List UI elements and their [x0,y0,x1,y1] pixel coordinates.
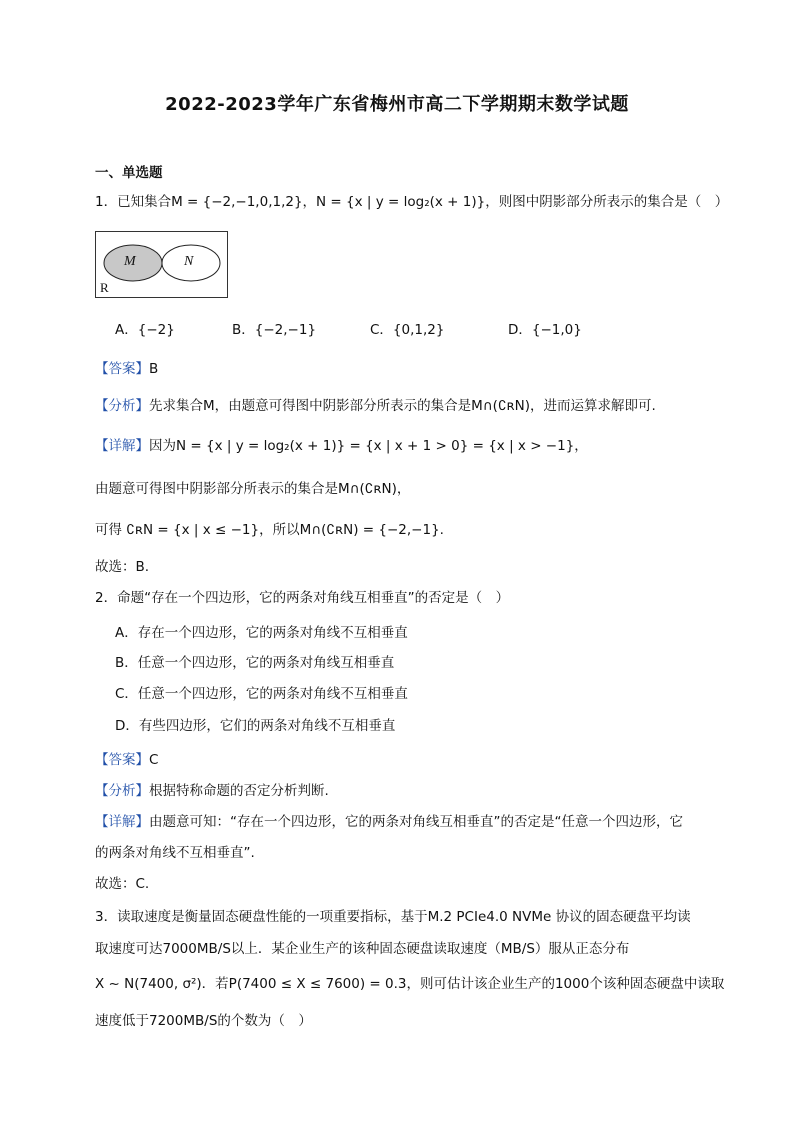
q1-option-d: D．{−1,0} [508,322,582,338]
q1-answer [95,360,158,378]
venn-diagram [95,231,228,298]
q3-line-2: 取速度可达7000MB/S以上．某企业生产的该种固态硬盘读取速度（MB/S）服从正态分布 [95,941,630,957]
analysis-text: 根据特称命题的否定分析判断. [149,783,329,799]
q1-choose: 故选：B. [95,559,150,575]
q2-choose: 故选：C. [95,876,150,892]
answer-value: C [149,752,159,768]
answer-tag: 【答案】 [95,361,149,377]
q1-stem: 1．已知集合M = {−2,−1,0,1,2}，N = {x | y = log₂(x + 1)}，则图中阴影部分所表示的集合是（ ） [95,194,729,210]
answer-value: B [149,361,159,377]
q2-stem: 2．命题“存在一个四边形，它的两条对角线互相垂直”的否定是（ ） [95,590,510,606]
q1-detail-line-2: 由题意可得图中阴影部分所表示的集合是M∩(∁ʀN)， [95,481,411,497]
detail-tag: 【详解】 [95,438,149,454]
q2-answer [95,751,158,769]
q1-option-a: A．{−2} [115,322,175,338]
section-heading: 一、单选题 [95,165,163,181]
q2-analysis [95,782,329,800]
venn-diagram-svg [96,232,227,297]
analysis-tag: 【分析】 [95,398,149,414]
q1-analysis [95,397,656,415]
venn-label-n: N [184,254,194,269]
detail-tag: 【详解】 [95,814,149,830]
q2-detail-line-1 [95,813,683,831]
q2-detail-line-2: 的两条对角线不互相垂直”. [95,845,255,861]
q2-option-a: A．存在一个四边形，它的两条对角线不互相垂直 [115,625,408,641]
detail-text: 由题意可知：“存在一个四边形，它的两条对角线互相垂直”的否定是“任意一个四边形，它 [149,814,683,830]
q1-detail-line-3: 可得 ∁ʀN = {x | x ≤ −1}，所以M∩(∁ʀN) = {−2,−1}. [95,522,444,538]
q3-line-4: 速度低于7200MB/S的个数为（ ） [95,1013,312,1029]
q2-option-d: D．有些四边形，它们的两条对角线不互相垂直 [115,718,396,734]
document-title: 2022-2023学年广东省梅州市高二下学期期末数学试题 [165,94,629,115]
q3-line-3: X ~ N(7400, σ²)．若P(7400 ≤ X ≤ 7600) = 0.3，则可估计该企业生产的1000个该种固态硬盘中读取 [95,976,725,992]
venn-label-r: R [100,280,109,295]
analysis-tag: 【分析】 [95,783,149,799]
q1-detail-line-1 [95,437,588,455]
detail-text: 因为N = {x | y = log₂(x + 1)} = {x | x + 1 > 0} = {x | x > −1}， [149,438,588,454]
q1-option-c: C．{0,1,2} [370,322,445,338]
q3-line-1: 3．读取速度是衡量固态硬盘性能的一项重要指标，基于M.2 PCIe4.0 NVMe 协议的固态硬盘平均读 [95,909,691,925]
answer-tag: 【答案】 [95,752,149,768]
analysis-text: 先求集合M，由题意可得图中阴影部分所表示的集合是M∩(∁ʀN)，进而运算求解即可. [149,398,656,414]
venn-label-m: M [124,254,136,269]
q1-option-b: B．{−2,−1} [232,322,317,338]
q2-option-b: B．任意一个四边形，它的两条对角线互相垂直 [115,655,395,671]
q2-option-c: C．任意一个四边形，它的两条对角线不互相垂直 [115,686,408,702]
